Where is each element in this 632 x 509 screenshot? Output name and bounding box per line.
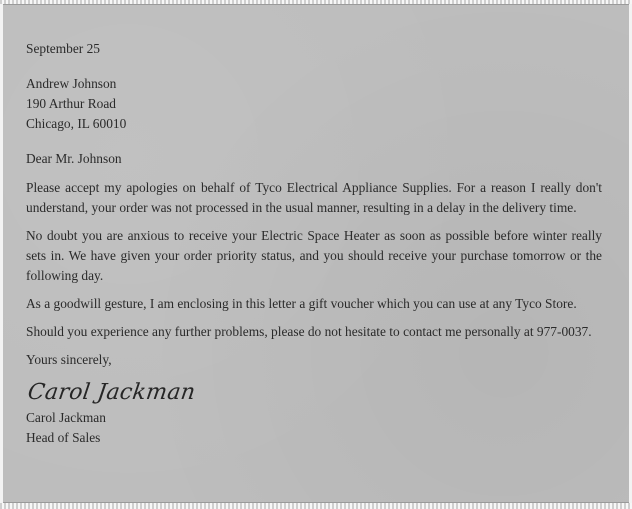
recipient-name: Andrew Johnson xyxy=(26,76,117,91)
recipient-street: 190 Arthur Road xyxy=(26,96,117,111)
recipient-city: Chicago, IL 60010 xyxy=(26,116,127,131)
salutation: Dear Mr. Johnson xyxy=(26,151,122,166)
letter-date: September 25 xyxy=(26,41,101,56)
date-block xyxy=(26,39,602,59)
closing: Yours sincerely, xyxy=(26,352,112,367)
page-edge-bottom xyxy=(0,503,632,509)
handwritten-signature: Carol Jackman xyxy=(26,380,198,405)
paragraph-4: Should you experience any further problems, please do not hesitate to contact me personally at 977-0037. xyxy=(26,324,592,339)
sender-block xyxy=(26,408,602,448)
letter-page xyxy=(3,4,629,503)
paragraph-2: No doubt you are anxious to receive your Electric Space Heater as soon as possible before winter really sets in. We have given your order priority status, and you should receive your purchase tomorrow or the following day. xyxy=(26,228,602,283)
sender-name: Carol Jackman xyxy=(26,410,106,425)
paragraph-3: As a goodwill gesture, I am enclosing in this letter a gift voucher which you can use at any Tyco Store. xyxy=(26,296,577,311)
sender-title: Head of Sales xyxy=(26,430,101,445)
paragraph-1: Please accept my apologies on behalf of Tyco Electrical Appliance Supplies. For a reason I really don't understand, your order was not processed in the usual manner, resulting in a delay in the delivery time. xyxy=(26,180,602,215)
recipient-address xyxy=(26,74,602,134)
letter-body xyxy=(26,39,602,458)
